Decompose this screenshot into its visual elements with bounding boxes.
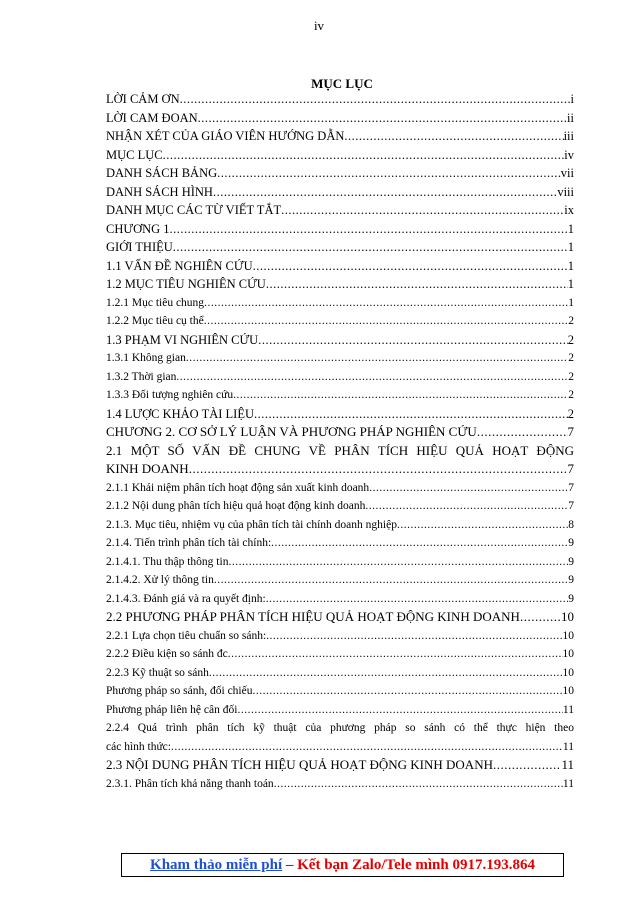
dot-leader bbox=[228, 553, 568, 572]
dot-leader bbox=[281, 201, 564, 220]
toc-entry-page: 7 bbox=[568, 500, 574, 512]
toc-entry-text: 1.4 LƯỢC KHẢO TÀI LIỆU bbox=[106, 406, 254, 421]
toc-entry[interactable] bbox=[106, 183, 574, 202]
toc-entry-2-2-4-line2[interactable] bbox=[106, 738, 574, 757]
toc-entry[interactable] bbox=[106, 553, 574, 572]
toc-entry-text: 2.1.1 Khái niệm phân tích hoạt động sản xuất kinh doanh bbox=[106, 481, 370, 494]
toc-entry-page: 1 bbox=[567, 258, 574, 273]
toc-entry-text: 1.3.1 Không gian bbox=[106, 352, 186, 364]
toc-entry-text: 1.3.3 Đối tượng nghiên cứu bbox=[106, 389, 234, 401]
toc-entry-text: DANH SÁCH BẢNG bbox=[106, 166, 218, 180]
toc-entry-page: 1 bbox=[567, 240, 574, 254]
toc-entry-page: 9 bbox=[568, 574, 574, 586]
dot-leader bbox=[173, 238, 568, 257]
toc-entry-page: iii bbox=[563, 129, 574, 143]
dot-leader bbox=[520, 608, 561, 627]
toc-entry[interactable] bbox=[106, 775, 574, 794]
toc-entry-text: 2.2.2 Điều kiện so sánh đc bbox=[106, 648, 228, 660]
toc-entry-page: 1 bbox=[568, 296, 574, 309]
toc-entry-text: KINH DOANH bbox=[106, 461, 189, 476]
toc-entry-page: 2 bbox=[568, 389, 574, 401]
dot-leader bbox=[258, 331, 568, 350]
toc-entry[interactable] bbox=[106, 127, 574, 146]
dot-leader bbox=[228, 645, 563, 664]
toc-entry[interactable] bbox=[106, 664, 574, 683]
toc-entry-text: DANH MỤC CÁC TỪ VIẾT TẮT bbox=[106, 203, 282, 217]
toc-entry-text: 1.2.2 Mục tiêu cụ thể bbox=[106, 315, 204, 327]
toc-entry[interactable] bbox=[106, 368, 574, 387]
toc-entry-page: 10 bbox=[562, 629, 574, 642]
toc-entry-page: 2 bbox=[568, 315, 574, 327]
toc-entry-page: 1 bbox=[567, 277, 574, 291]
toc-entry-page: 11 bbox=[562, 740, 574, 753]
toc-entry-page: 10 bbox=[562, 648, 574, 660]
toc-entry-text: 1.2 MỤC TIÊU NGHIÊN CỨU bbox=[106, 277, 266, 291]
toc-entry-page: 2 bbox=[567, 332, 574, 347]
toc-entry[interactable] bbox=[106, 608, 574, 627]
dot-leader bbox=[180, 90, 571, 109]
toc-entry-text: NHẬN XÉT CỦA GIÁO VIÊN HƯỚNG DẪN bbox=[106, 129, 345, 143]
toc-entry-text: 2.2.3 Kỹ thuật so sánh bbox=[106, 666, 209, 679]
toc-entry-text: 2.3 NỘI DUNG PHÂN TÍCH HIỆU QUẢ HOẠT ĐỘNG KINH DOANH bbox=[106, 757, 493, 772]
toc-entry[interactable] bbox=[106, 109, 574, 128]
toc-entry-page: 10 bbox=[562, 685, 574, 697]
toc-entry-text: Phương pháp liên hệ cân đối bbox=[106, 703, 238, 716]
dot-leader bbox=[170, 220, 568, 239]
toc-entry-text: DANH SÁCH HÌNH bbox=[106, 184, 213, 199]
dot-leader bbox=[176, 368, 568, 387]
toc-entry[interactable] bbox=[106, 516, 574, 535]
toc-entry[interactable] bbox=[106, 294, 574, 313]
dot-leader bbox=[171, 738, 563, 757]
toc-entry-page: 11 bbox=[562, 777, 574, 790]
promo-footer bbox=[121, 853, 564, 877]
toc-entry-text: 2.2.1 Lựa chọn tiêu chuẩn so sánh: bbox=[106, 629, 267, 642]
footer-separator: – bbox=[282, 857, 298, 873]
toc-entry-text: MỤC LỤC bbox=[106, 147, 163, 162]
toc-entry-page: 8 bbox=[568, 518, 574, 531]
dot-leader bbox=[233, 386, 568, 405]
toc-entry[interactable] bbox=[106, 201, 574, 220]
toc-entry-page: 11 bbox=[561, 757, 574, 772]
dot-leader bbox=[493, 756, 562, 775]
toc-entry[interactable] bbox=[106, 645, 574, 664]
dot-leader bbox=[217, 164, 561, 183]
toc-entry-text: LỜI CẢM ƠN bbox=[106, 92, 180, 106]
toc-entry[interactable] bbox=[106, 164, 574, 183]
toc-entry-page: ix bbox=[564, 203, 574, 217]
toc-entry[interactable] bbox=[106, 238, 574, 257]
toc-entry[interactable] bbox=[106, 627, 574, 646]
toc-entry-page: viii bbox=[557, 184, 574, 199]
toc-entry-page: 9 bbox=[568, 537, 574, 549]
toc-entry-2-1-line1[interactable]: 2.1 MỘT SỐ VẤN ĐỀ CHUNG VỀ PHÂN TÍCH HIỆU QUẢ HOẠT ĐỘNG bbox=[106, 442, 574, 458]
toc-entry-2-2-4-line1[interactable]: 2.2.4 Quá trình phân tích kỹ thuật của phương pháp so sánh có thể thực hiện theo bbox=[106, 722, 574, 734]
toc-entry-page: 9 bbox=[568, 555, 574, 568]
toc-entry-text: 2.1.2 Nội dung phân tích hiệu quả hoạt động kinh doanh bbox=[106, 500, 366, 512]
dot-leader bbox=[213, 183, 557, 202]
toc-entry-page: 10 bbox=[561, 609, 574, 624]
dot-leader bbox=[477, 423, 568, 442]
toc-entry-page: 9 bbox=[568, 592, 574, 605]
toc-entry[interactable] bbox=[106, 146, 574, 165]
toc-entry[interactable] bbox=[106, 497, 574, 516]
toc-entry[interactable] bbox=[106, 405, 574, 424]
toc-entry-page: i bbox=[570, 92, 574, 106]
toc-entry-page: 10 bbox=[562, 666, 574, 679]
table-of-contents bbox=[106, 90, 574, 793]
dot-leader bbox=[344, 127, 563, 146]
dot-leader bbox=[274, 775, 563, 794]
toc-entry[interactable] bbox=[106, 349, 574, 368]
toc-entry[interactable] bbox=[106, 275, 574, 294]
toc-entry[interactable] bbox=[106, 312, 574, 331]
dot-leader bbox=[266, 590, 569, 609]
toc-entry[interactable] bbox=[106, 534, 574, 553]
toc-entry[interactable] bbox=[106, 682, 574, 701]
dot-leader bbox=[186, 349, 568, 368]
toc-entry-text: LỜI CAM ĐOAN bbox=[106, 110, 198, 125]
toc-entry[interactable] bbox=[106, 571, 574, 590]
toc-entry-text: CHƯƠNG 1 bbox=[106, 221, 170, 236]
toc-entry-text: các hình thức: bbox=[106, 740, 171, 753]
dot-leader bbox=[252, 682, 562, 701]
toc-entry-page: 2 bbox=[568, 352, 574, 364]
toc-entry[interactable] bbox=[106, 386, 574, 405]
toc-entry-text: 2.1.4.1. Thu thập thông tin bbox=[106, 555, 229, 568]
toc-entry[interactable] bbox=[106, 423, 574, 442]
toc-entry-page: 7 bbox=[567, 424, 574, 439]
toc-entry-text: 2.1.3. Mục tiêu, nhiệm vụ của phân tích tài chính doanh nghiệp bbox=[106, 518, 397, 531]
dot-leader bbox=[198, 109, 567, 128]
toc-entry-text: 2.1.4.2. Xử lý thông tin bbox=[106, 574, 214, 586]
toc-entry-text: GIỚI THIỆU bbox=[106, 240, 173, 254]
toc-entry[interactable] bbox=[106, 479, 574, 498]
toc-entry[interactable] bbox=[106, 331, 574, 350]
toc-entry-text: 2.1.4. Tiến trình phân tích tài chính: bbox=[106, 537, 272, 549]
toc-entry-text: 2.1.4.3. Đánh giá và ra quyết định: bbox=[106, 592, 266, 605]
toc-entry-page: vii bbox=[560, 166, 574, 180]
dot-leader bbox=[271, 534, 568, 553]
dot-leader bbox=[237, 701, 562, 720]
footer-link-text[interactable]: Kham thảo miễn phí bbox=[150, 857, 283, 873]
dot-leader bbox=[365, 497, 568, 516]
toc-entry[interactable] bbox=[106, 756, 574, 775]
dot-leader bbox=[253, 257, 568, 276]
toc-entry-page: 7 bbox=[567, 461, 574, 476]
toc-entry-page: 2 bbox=[568, 370, 574, 383]
dot-leader bbox=[397, 516, 568, 535]
dot-leader bbox=[254, 405, 568, 424]
toc-entry-text: 2.2 PHƯƠNG PHÁP PHÂN TÍCH HIỆU QUẢ HOẠT ĐỘNG KINH DOANH bbox=[106, 609, 520, 624]
toc-entry-text: 1.3 PHẠM VI NGHIÊN CỨU bbox=[106, 332, 259, 347]
toc-entry-page: iv bbox=[564, 147, 574, 162]
toc-entry-text: 1.3.2 Thời gian bbox=[106, 370, 177, 383]
dot-leader bbox=[369, 479, 568, 498]
toc-entry-2-1-line2[interactable] bbox=[106, 460, 574, 479]
toc-entry[interactable] bbox=[106, 701, 574, 720]
toc-entry-text: Phương pháp so sánh, đối chiếu bbox=[106, 685, 253, 697]
toc-entry-text: CHƯƠNG 2. CƠ SỞ LÝ LUẬN VÀ PHƯƠNG PHÁP NGHIÊN CỨU bbox=[106, 424, 477, 439]
toc-entry-page: 2 bbox=[567, 406, 574, 421]
toc-entry-page: 7 bbox=[568, 481, 574, 494]
toc-entry[interactable] bbox=[106, 590, 574, 609]
toc-entry-text: 2.3.1. Phân tích khả năng thanh toán bbox=[106, 777, 274, 790]
dot-leader bbox=[204, 294, 568, 313]
footer-contact-text: Kết bạn Zalo/Tele mình 0917.193.864 bbox=[297, 857, 535, 873]
dot-leader bbox=[209, 664, 563, 683]
toc-entry-page: ii bbox=[567, 110, 574, 125]
dot-leader bbox=[163, 146, 565, 165]
toc-title: MỤC LỤC bbox=[311, 76, 373, 91]
dot-leader bbox=[266, 275, 568, 294]
toc-entry[interactable] bbox=[106, 220, 574, 239]
toc-entry-page: 11 bbox=[562, 703, 574, 716]
dot-leader bbox=[189, 460, 568, 479]
dot-leader bbox=[204, 312, 569, 331]
dot-leader bbox=[214, 571, 568, 590]
toc-entry[interactable] bbox=[106, 90, 574, 109]
toc-entry-text: 1.2.1 Mục tiêu chung bbox=[106, 296, 205, 309]
dot-leader bbox=[266, 627, 562, 646]
toc-entry-page: 1 bbox=[567, 221, 574, 236]
page-number: iv bbox=[313, 18, 325, 33]
toc-entry-text: 1.1 VẤN ĐỀ NGHIÊN CỨU bbox=[106, 258, 253, 273]
toc-entry[interactable] bbox=[106, 257, 574, 276]
